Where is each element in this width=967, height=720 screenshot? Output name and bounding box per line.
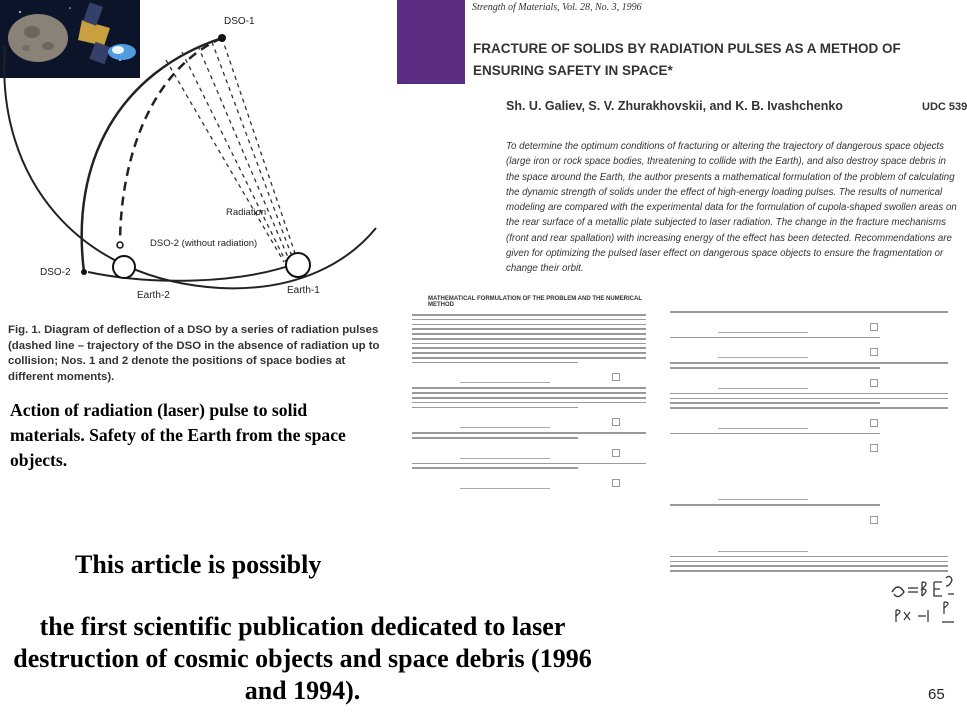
label-dso1: DSO-1 [224, 16, 255, 27]
label-radiation: Radiation [226, 207, 267, 218]
statement-line-1: This article is possibly [75, 550, 322, 579]
label-earth2: Earth-2 [137, 290, 170, 301]
slide-note: Action of radiation (laser) pulse to solid materials. Safety of the Earth from the space objects. [10, 400, 346, 470]
figure-caption: Fig. 1. Diagram of deflection of a DSO by a series of radiation pulses (dashed line – trajectory of the DSO in the absence of radiation up to collision; Nos. 1 and 2 denote the positions of space bodies at different moments). [8, 324, 380, 383]
slide-page-number: 65 [928, 686, 945, 703]
radiation-rays [166, 38, 298, 262]
paper-title: FRACTURE OF SOLIDS BY RADIATION PULSES AS A METHOD OF ENSURING SAFETY IN SPACE* [473, 41, 901, 78]
orbit-arc [4, 46, 376, 288]
paper-abstract: To determine the optimum conditions of fracturing or altering the trajectory of dangerous space objects (large iron or rock space bodies, threatening to collide with the Earth), and also destroy space debris in the space around the Earth, the author presents a mathematical formulation of the problem of calculating the dynamic strength of solids under the effect of high-energy loading pulses. The results of numerical modeling are compared with the experimental data for the formulation of cupola-shaped swollen areas on the rear surface of a metallic plate subjected to laser radiation. The change in the fracture mechanisms (front and rear spallation) with increasing energy of the effect has been detected. Recommendations are given for optimizing the pulsed laser effect on dangerous space objects to ensure the fragmentation or change their orbit. [506, 141, 957, 275]
purple-accent-bar [397, 0, 465, 84]
label-dso2: DSO-2 [40, 267, 71, 278]
paper-authors: Sh. U. Galiev, S. V. Zhurakhovskii, and K. B. Ivashchenko [506, 99, 843, 113]
section-heading: MATHEMATICAL FORMULATION OF THE PROBLEM AND THE NUMERICAL METHOD [428, 296, 642, 308]
label-earth1: Earth-1 [287, 285, 320, 296]
dso-deflected-path [82, 38, 222, 272]
earth2-circle [113, 256, 135, 278]
dso1-marker [218, 34, 226, 42]
deflection-diagram [0, 0, 400, 320]
label-dso2-without: DSO-2 (without radiation) [150, 238, 258, 249]
handwritten-formula-annotation [888, 572, 960, 634]
scanned-page-left [400, 290, 658, 620]
statement-line-2: the first scientific publication dedicated to laser destruction of cosmic objects and space debris (1996 and 1994). [13, 612, 592, 705]
journal-citation: Strength of Materials, Vol. 28, No. 3, 1996 [472, 2, 642, 13]
udc-code: UDC 539 [922, 101, 967, 113]
earth1-circle [286, 253, 310, 277]
dso2-marker [81, 269, 87, 275]
